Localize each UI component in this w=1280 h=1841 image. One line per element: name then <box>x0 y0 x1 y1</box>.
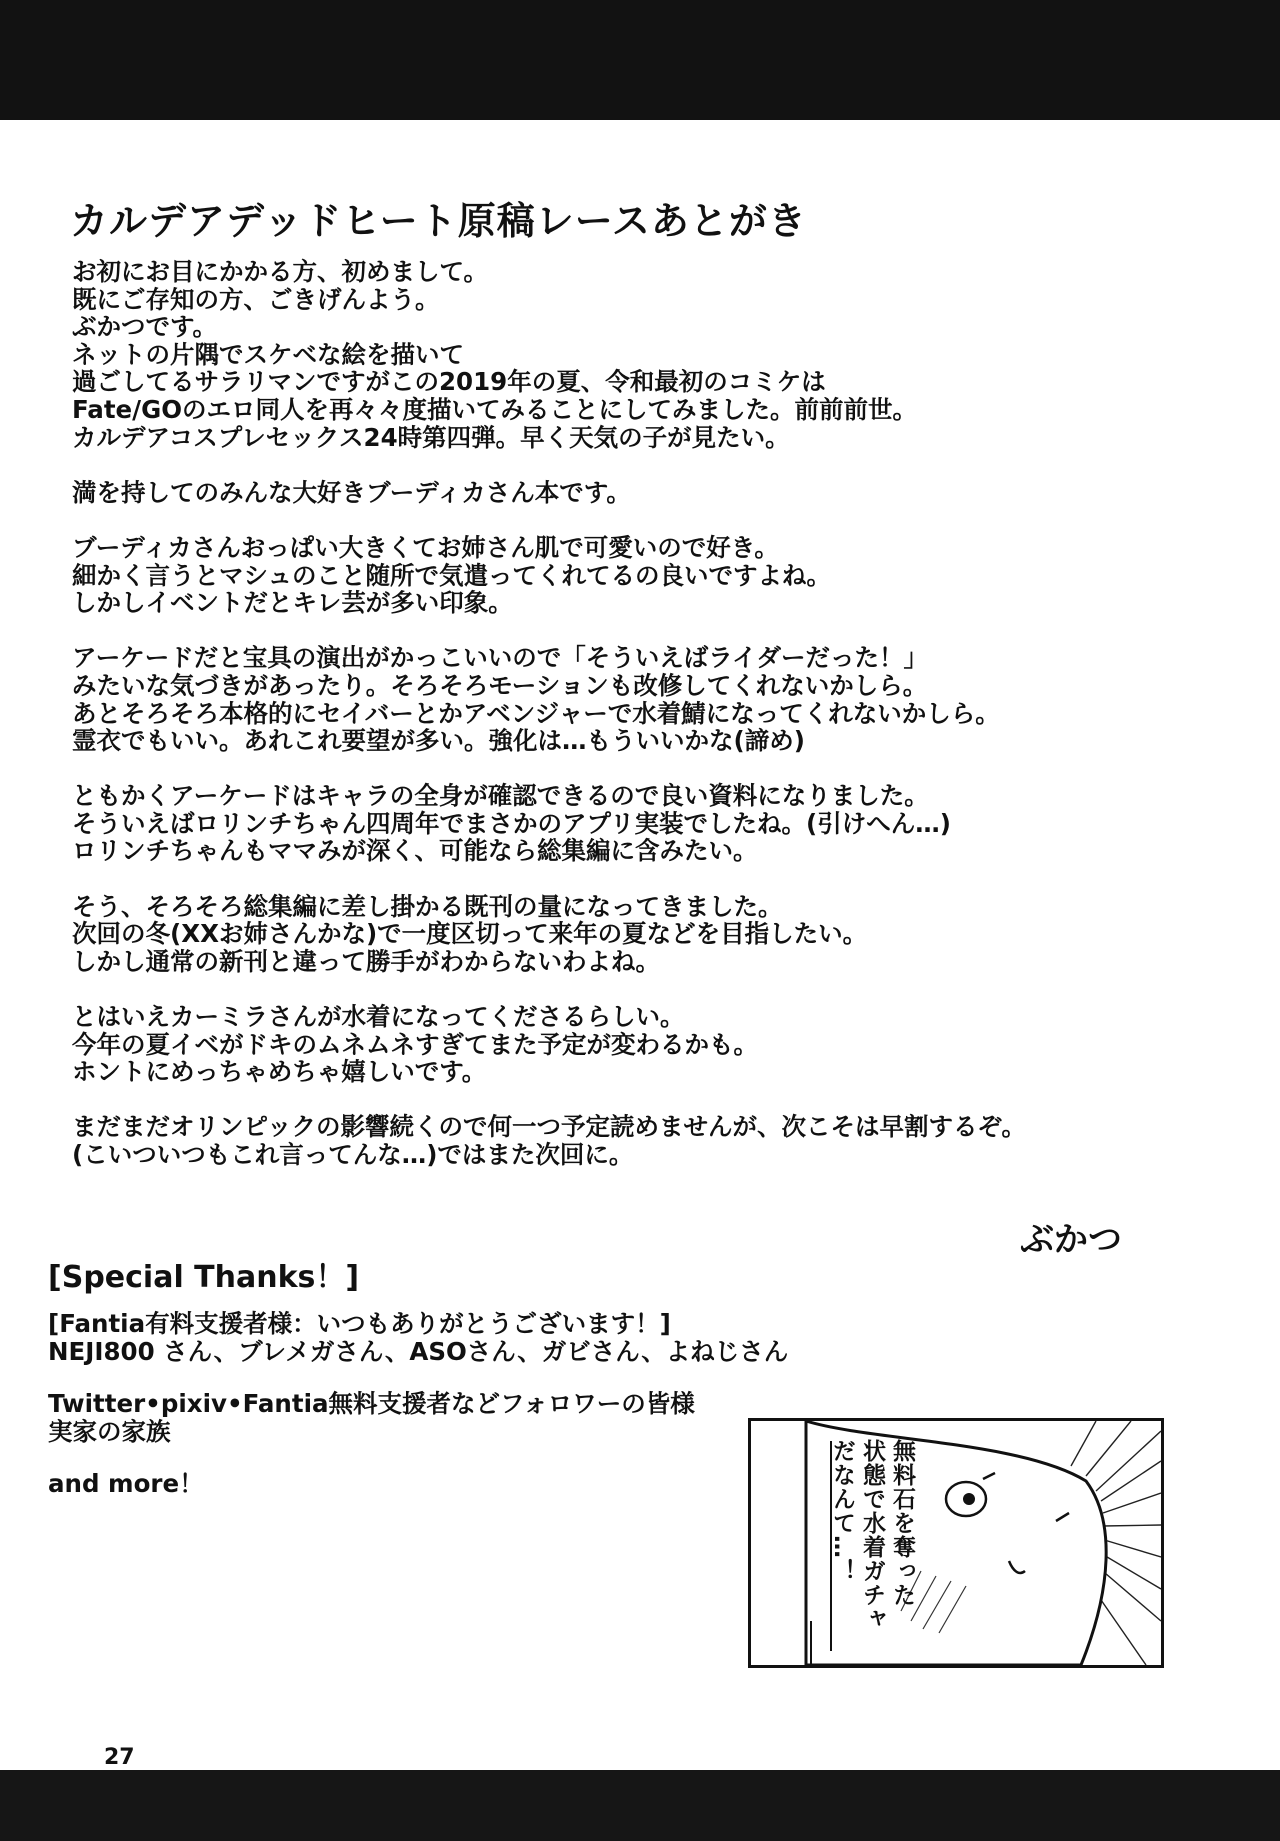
text-line: ホントにめっちゃめちゃ嬉しいです。 <box>72 1057 487 1087</box>
scan-top-border <box>0 0 1280 120</box>
followers-thanks: Twitter•pixiv•Fantia無料支援者などフォロワーの皆様 <box>48 1389 695 1418</box>
text-line: ロリンチちゃんもママみが深く、可能なら総集編に含みたい。 <box>72 836 758 866</box>
text-line: お初にお目にかかる方、初めまして。 <box>72 257 489 286</box>
paragraph <box>72 534 1182 617</box>
text-line: そう、そろそろ総集編に差し掛かる既刊の量になってきました。 <box>72 891 783 921</box>
author-signature: ぶかつ <box>1020 1220 1122 1260</box>
text-line: 次回の冬(XXお姉さんかな)で一度区切って来年の夏などを目指したい。 <box>72 919 868 949</box>
supporter-names: NEJI800 さん、ブレメガさん、ASOさん、ガビさん、よねじさん <box>48 1337 789 1366</box>
text-line: 既にご存知の方、ごきげんよう。 <box>72 284 440 314</box>
paragraph <box>72 479 1182 507</box>
paragraph <box>72 1003 1182 1086</box>
page-number: 27 <box>104 1745 135 1770</box>
text-line: みたいな気づきがあったり。そろそろモーションも改修してくれないかしら。 <box>72 670 928 700</box>
comic-illustration <box>751 1421 1161 1665</box>
text-line: ぶかつです。 <box>72 312 218 342</box>
bubble-line-3: だなんて…！ <box>829 1439 855 1583</box>
text-line: ネットの片隅でスケベな絵を描いて <box>72 339 464 369</box>
special-thanks-list <box>48 1310 788 1498</box>
text-line: (こいついつもこれ言ってんな…)ではまた次回に。 <box>72 1140 634 1169</box>
speech-bubble-text <box>829 1439 915 1631</box>
text-line: しかしイベントだとキレ芸が多い印象。 <box>72 588 513 618</box>
fantia-supporters-label: [Fantia有料支援者様：いつもありがとうございます！] <box>48 1309 671 1338</box>
text-line: とはいえカーミラさんが水着になってくださるらしい。 <box>72 1002 685 1032</box>
page-title: カルデアデッドヒート原稿レースあとがき <box>70 199 807 243</box>
and-more: and more！ <box>48 1469 204 1498</box>
text-line: まだまだオリンピックの影響続くので何一つ予定読めませんが、次こそは早割するぞ。 <box>72 1112 1027 1142</box>
bubble-line-1: 無料石を奪った <box>889 1439 915 1607</box>
text-line: 満を持してのみんな大好きブーディカさん本です。 <box>72 477 631 507</box>
text-line: あとそろそろ本格的にセイバーとかアベンジャーで水着鯖になってくれないかしら。 <box>72 698 1000 728</box>
special-thanks-heading: [Special Thanks！] <box>48 1260 360 1295</box>
paragraph <box>72 893 1182 976</box>
text-line: アーケードだと宝具の演出がかっこいいので「そういえばライダーだった！」 <box>72 643 929 673</box>
text-line: しかし通常の新刊と違って勝手がわからないわよね。 <box>72 946 660 976</box>
paragraph <box>72 258 1182 451</box>
comic-panel <box>748 1418 1164 1668</box>
text-line: 細かく言うとマシュのこと随所で気遣ってくれてるの良いですよね。 <box>72 560 832 590</box>
afterword-body <box>72 258 1182 1196</box>
paragraph <box>72 782 1182 865</box>
scan-bottom-border <box>0 1770 1280 1841</box>
text-line: 霊衣でもいい。あれこれ要望が多い。強化は…もういいかな(諦め) <box>72 726 805 756</box>
text-line: そういえばロリンチちゃん四周年でまさかのアプリ実装でしたね。(引けへん…) <box>72 808 951 838</box>
text-line: ともかくアーケードはキャラの全身が確認できるので良い資料になりました。 <box>72 781 929 811</box>
text-line: Fate/GOのエロ同人を再々々度描いてみることにしてみました。前前前世。 <box>72 394 918 424</box>
text-line: カルデアコスプレセックス24時第四弾。早く天気の子が見たい。 <box>72 422 790 452</box>
family-thanks: 実家の家族 <box>48 1417 171 1446</box>
paragraph <box>72 644 1182 754</box>
paragraph <box>72 1113 1182 1168</box>
text-line: 過ごしてるサラリマンですがこの2019年の夏、令和最初のコミケは <box>72 367 826 397</box>
bubble-line-2: 状態で水着ガチャ <box>859 1439 885 1631</box>
text-line: ブーディカさんおっぱい大きくてお姉さん肌で可愛いので好き。 <box>72 532 779 562</box>
text-line: 今年の夏イベがドキのムネムネすぎてまた予定が変わるかも。 <box>72 1029 758 1059</box>
